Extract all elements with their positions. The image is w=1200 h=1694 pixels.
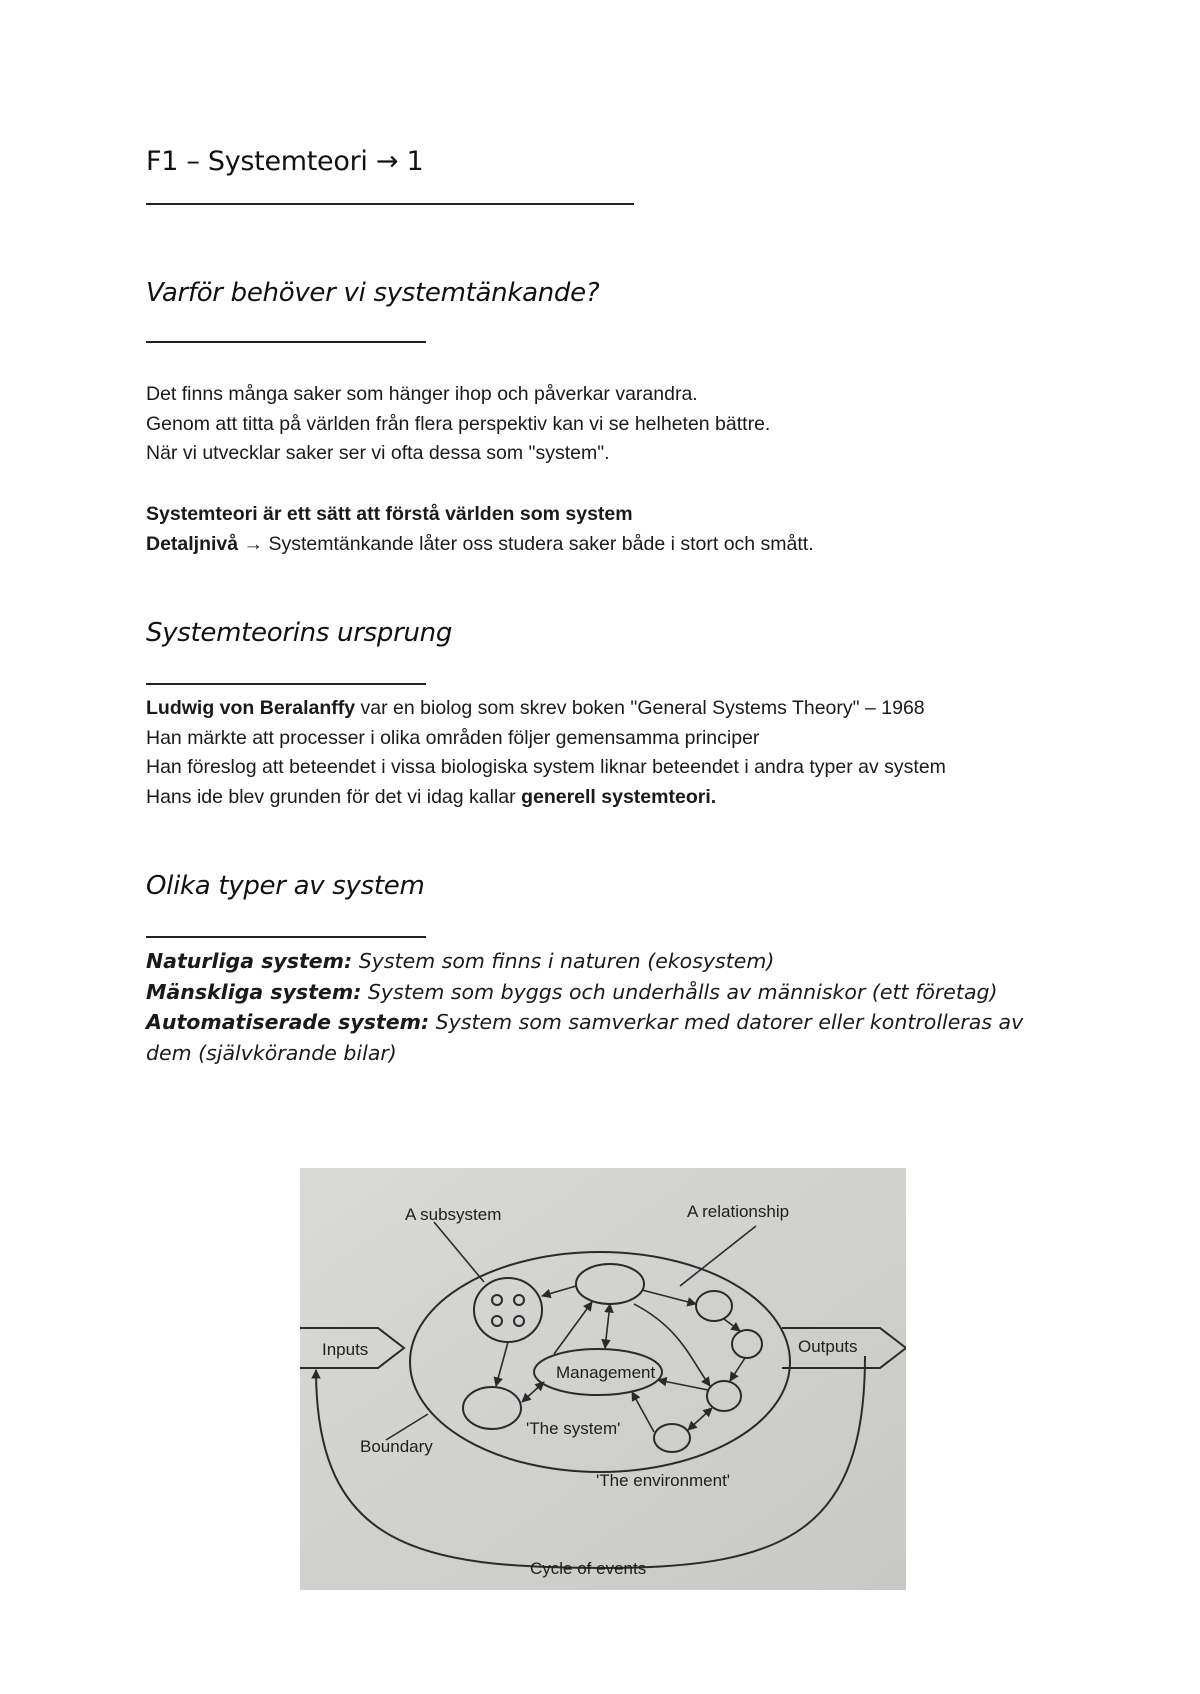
system-type-text: System som finns i naturen (ekosystem) xyxy=(352,949,775,973)
label-management: Management xyxy=(556,1363,656,1382)
label-subsystem: A subsystem xyxy=(405,1205,502,1224)
origin-line-2: Han märkte att processer i olika områden följer gemensamma principer xyxy=(146,726,760,749)
section-underline xyxy=(146,936,426,938)
author-name: Ludwig von Beralanffy xyxy=(146,697,356,719)
title-underline xyxy=(146,203,634,205)
section-heading-why: Varför behöver vi systemtänkande? xyxy=(146,278,600,308)
system-type-label: Naturliga system: xyxy=(146,949,353,973)
detail-label: Detaljnivå xyxy=(146,532,239,555)
label-inputs: Inputs xyxy=(322,1340,369,1359)
systems-diagram-photo xyxy=(300,1168,906,1590)
label-the-environment: 'The environment' xyxy=(596,1471,731,1490)
general-systems-term: generell systemteori. xyxy=(521,785,717,808)
origin-line-4-text: Hans ide blev grunden för det vi idag kallar xyxy=(146,785,522,808)
origin-line-1-text: var en biolog som skrev boken "General Systems Theory" – 1968 xyxy=(355,697,925,719)
paragraph-line: När vi utvecklar saker ser vi ofta dessa som "system". xyxy=(146,442,610,464)
definition-bold-text: Systemteori är ett sätt att förstå världen som system xyxy=(146,503,633,525)
systems-diagram xyxy=(300,1168,906,1590)
page-title: F1 – Systemteori → 1 xyxy=(146,146,424,177)
paragraph-line: Genom att titta på världen från flera perspektiv kan vi se helheten bättre. xyxy=(146,412,771,435)
label-relationship: A relationship xyxy=(687,1202,790,1221)
origin-line-4 xyxy=(146,783,946,813)
label-outputs: Outputs xyxy=(798,1337,858,1356)
section-heading-types: Olika typer av system xyxy=(146,871,425,901)
system-type-text: System som samverkar med datorer eller kontrolleras av xyxy=(429,1010,1024,1034)
origin-line-3: Han föreslog att beteendet i vissa biologiska system liknar beteendet i andra typer av system xyxy=(146,756,946,778)
origin-line-1 xyxy=(146,694,946,724)
system-type-continuation: dem (självkörande bilar) xyxy=(146,1040,397,1065)
system-type-label: Mänskliga system: xyxy=(146,979,362,1004)
section-types-body xyxy=(146,946,1023,1068)
paragraph-line: Det finns många saker som hänger ihop och påverkar varandra. xyxy=(146,383,698,405)
system-type-human xyxy=(146,977,1023,1008)
system-type-label: Automatiserade system: xyxy=(146,1010,430,1034)
definition-line xyxy=(146,500,814,530)
section-why-definition xyxy=(146,500,814,559)
section-underline xyxy=(146,341,426,343)
label-boundary: Boundary xyxy=(360,1437,433,1456)
system-type-text: System som byggs och underhålls av människor (ett företag) xyxy=(361,979,998,1004)
section-why-body xyxy=(146,380,770,469)
label-the-system: 'The system' xyxy=(526,1419,621,1438)
label-cycle-of-events: Cycle of events xyxy=(530,1559,647,1578)
system-type-natural xyxy=(146,946,1023,977)
section-underline xyxy=(146,683,426,685)
section-origin-body xyxy=(146,694,946,812)
detail-line xyxy=(146,530,814,560)
section-heading-origin: Systemteorins ursprung xyxy=(146,618,453,648)
detail-text: → Systemtänkande låter oss studera saker både i stort och smått. xyxy=(238,532,814,555)
system-type-automated xyxy=(146,1007,1023,1038)
